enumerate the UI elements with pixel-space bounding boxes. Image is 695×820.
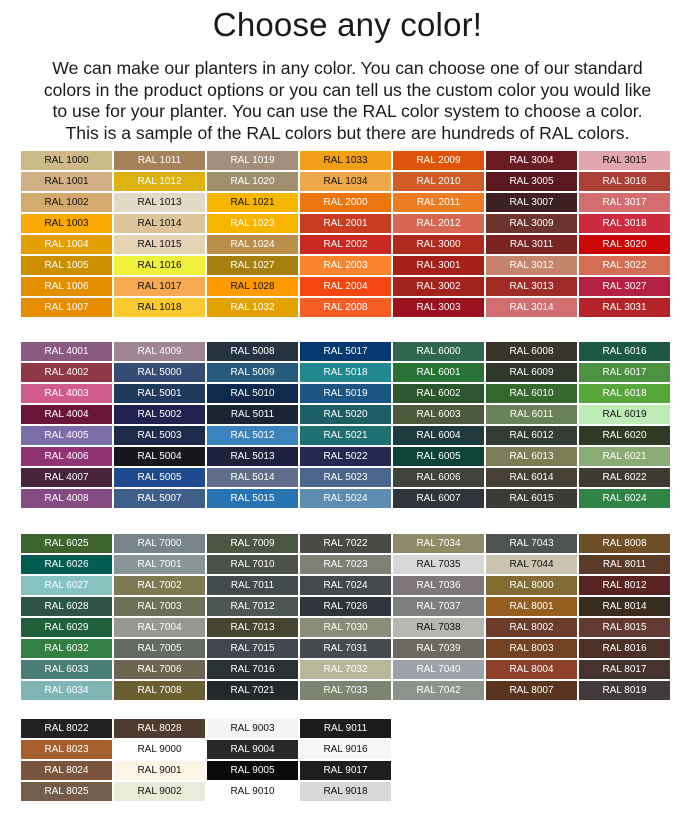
color-swatch: RAL 8028	[114, 719, 205, 738]
color-row	[21, 405, 670, 426]
color-swatch: RAL 5019	[300, 384, 391, 403]
color-swatch: RAL 6013	[486, 447, 577, 466]
color-swatch: RAL 6021	[579, 447, 670, 466]
color-swatch: RAL 1001	[21, 172, 112, 191]
color-swatch: RAL 7000	[114, 534, 205, 553]
color-group	[21, 151, 670, 319]
intro-line: colors in the product options or you can tell us the custom color you would like	[43, 79, 652, 100]
color-swatch: RAL 1013	[114, 193, 205, 212]
color-swatch: RAL 1028	[207, 277, 298, 296]
color-swatch: RAL 7008	[114, 681, 205, 700]
color-swatch: RAL 2004	[300, 277, 391, 296]
color-row	[21, 342, 670, 363]
color-swatch: RAL 7003	[114, 597, 205, 616]
color-swatch: RAL 5024	[300, 489, 391, 508]
color-swatch: RAL 3013	[486, 277, 577, 296]
color-swatch: RAL 4004	[21, 405, 112, 424]
color-swatch: RAL 7035	[393, 555, 484, 574]
color-swatch: RAL 6014	[486, 468, 577, 487]
color-swatch: RAL 3002	[393, 277, 484, 296]
color-swatch: RAL 7044	[486, 555, 577, 574]
color-swatch: RAL 8000	[486, 576, 577, 595]
color-swatch: RAL 6027	[21, 576, 112, 595]
color-row	[21, 235, 670, 256]
color-swatch: RAL 4003	[21, 384, 112, 403]
color-swatch: RAL 7037	[393, 597, 484, 616]
color-swatch: RAL 3020	[579, 235, 670, 254]
color-swatch: RAL 7042	[393, 681, 484, 700]
color-swatch: RAL 6024	[579, 489, 670, 508]
color-swatch: RAL 6015	[486, 489, 577, 508]
color-row	[21, 618, 670, 639]
color-swatch: RAL 7011	[207, 576, 298, 595]
color-swatch: RAL 9016	[300, 740, 391, 759]
color-swatch: RAL 3012	[486, 256, 577, 275]
color-swatch: RAL 1024	[207, 235, 298, 254]
color-swatch: RAL 6009	[486, 363, 577, 382]
color-swatch: RAL 8016	[579, 639, 670, 658]
color-swatch: RAL 8012	[579, 576, 670, 595]
color-swatch: RAL 3001	[393, 256, 484, 275]
color-swatch: RAL 6002	[393, 384, 484, 403]
color-row	[21, 681, 670, 702]
color-swatch: RAL 6012	[486, 426, 577, 445]
color-swatch: RAL 3000	[393, 235, 484, 254]
color-swatch: RAL 6025	[21, 534, 112, 553]
color-swatch: RAL 1034	[300, 172, 391, 191]
color-swatch: RAL 2011	[393, 193, 484, 212]
color-swatch: RAL 5014	[207, 468, 298, 487]
color-swatch: RAL 1033	[300, 151, 391, 170]
color-swatch: RAL 6007	[393, 489, 484, 508]
color-swatch: RAL 2010	[393, 172, 484, 191]
color-swatch: RAL 7013	[207, 618, 298, 637]
color-swatch: RAL 5008	[207, 342, 298, 361]
color-swatch: RAL 1011	[114, 151, 205, 170]
color-swatch: RAL 6032	[21, 639, 112, 658]
color-swatch: RAL 8023	[21, 740, 112, 759]
color-swatch: RAL 6020	[579, 426, 670, 445]
color-swatch: RAL 6011	[486, 405, 577, 424]
color-swatch: RAL 7023	[300, 555, 391, 574]
color-swatch: RAL 7030	[300, 618, 391, 637]
color-swatch: RAL 8007	[486, 681, 577, 700]
intro-line: We can make our planters in any color. You can choose one of our standard	[52, 58, 643, 78]
color-swatch: RAL 6022	[579, 468, 670, 487]
color-swatch: RAL 2001	[300, 214, 391, 233]
color-swatch: RAL 1014	[114, 214, 205, 233]
color-swatch: RAL 1000	[21, 151, 112, 170]
color-swatch: RAL 1003	[21, 214, 112, 233]
color-swatch: RAL 7016	[207, 660, 298, 679]
color-swatch: RAL 9018	[300, 782, 391, 801]
color-row	[21, 384, 670, 405]
color-swatch: RAL 1002	[21, 193, 112, 212]
color-swatch: RAL 3014	[486, 298, 577, 317]
color-swatch: RAL 4009	[114, 342, 205, 361]
color-swatch: RAL 3031	[579, 298, 670, 317]
color-swatch: RAL 3007	[486, 193, 577, 212]
color-swatch: RAL 1017	[114, 277, 205, 296]
color-row	[21, 761, 391, 782]
color-swatch: RAL 1018	[114, 298, 205, 317]
color-swatch: RAL 2008	[300, 298, 391, 317]
color-swatch: RAL 1016	[114, 256, 205, 275]
color-swatch: RAL 8004	[486, 660, 577, 679]
color-swatch: RAL 1021	[207, 193, 298, 212]
color-swatch: RAL 3004	[486, 151, 577, 170]
color-swatch: RAL 5010	[207, 384, 298, 403]
color-swatch: RAL 5021	[300, 426, 391, 445]
color-swatch: RAL 7022	[300, 534, 391, 553]
color-swatch: RAL 7002	[114, 576, 205, 595]
color-swatch: RAL 7004	[114, 618, 205, 637]
color-swatch: RAL 7034	[393, 534, 484, 553]
color-swatch: RAL 7043	[486, 534, 577, 553]
color-swatch: RAL 3003	[393, 298, 484, 317]
color-swatch: RAL 3027	[579, 277, 670, 296]
color-swatch: RAL 5004	[114, 447, 205, 466]
color-swatch: RAL 4008	[21, 489, 112, 508]
color-row	[21, 256, 670, 277]
color-row	[21, 489, 670, 510]
color-swatch: RAL 7024	[300, 576, 391, 595]
color-swatch: RAL 5003	[114, 426, 205, 445]
color-swatch: RAL 8008	[579, 534, 670, 553]
color-swatch: RAL 8014	[579, 597, 670, 616]
color-swatch: RAL 5000	[114, 363, 205, 382]
color-swatch: RAL 7012	[207, 597, 298, 616]
color-swatch: RAL 7015	[207, 639, 298, 658]
color-swatch: RAL 1019	[207, 151, 298, 170]
color-swatch: RAL 2012	[393, 214, 484, 233]
color-swatch: RAL 5009	[207, 363, 298, 382]
color-row	[21, 639, 670, 660]
color-swatch: RAL 2003	[300, 256, 391, 275]
color-swatch: RAL 5007	[114, 489, 205, 508]
color-swatch: RAL 5022	[300, 447, 391, 466]
color-row	[21, 363, 670, 384]
color-row	[21, 719, 391, 740]
color-swatch: RAL 4001	[21, 342, 112, 361]
color-swatch: RAL 6016	[579, 342, 670, 361]
intro-line: to use for your planter. You can use the RAL color system to choose a color.	[52, 101, 643, 121]
color-row	[21, 555, 670, 576]
color-swatch: RAL 7036	[393, 576, 484, 595]
color-swatch: RAL 5012	[207, 426, 298, 445]
color-swatch: RAL 3017	[579, 193, 670, 212]
color-row	[21, 782, 391, 803]
color-swatch: RAL 9000	[114, 740, 205, 759]
color-swatch: RAL 5002	[114, 405, 205, 424]
color-swatch: RAL 5013	[207, 447, 298, 466]
color-swatch: RAL 3015	[579, 151, 670, 170]
color-swatch: RAL 5017	[300, 342, 391, 361]
color-swatch: RAL 6005	[393, 447, 484, 466]
color-row	[21, 193, 670, 214]
color-swatch: RAL 6000	[393, 342, 484, 361]
color-swatch: RAL 4005	[21, 426, 112, 445]
color-row	[21, 151, 670, 172]
color-swatch: RAL 8011	[579, 555, 670, 574]
color-swatch: RAL 9005	[207, 761, 298, 780]
color-swatch: RAL 9003	[207, 719, 298, 738]
color-swatch: RAL 7001	[114, 555, 205, 574]
color-swatch: RAL 8025	[21, 782, 112, 801]
color-row	[21, 447, 670, 468]
color-swatch: RAL 7026	[300, 597, 391, 616]
color-swatch: RAL 6003	[393, 405, 484, 424]
color-row	[21, 660, 670, 681]
color-swatch: RAL 3022	[579, 256, 670, 275]
color-swatch: RAL 5005	[114, 468, 205, 487]
color-swatch: RAL 6008	[486, 342, 577, 361]
color-swatch: RAL 1007	[21, 298, 112, 317]
color-swatch: RAL 1023	[207, 214, 298, 233]
color-swatch: RAL 8017	[579, 660, 670, 679]
color-swatch: RAL 7009	[207, 534, 298, 553]
color-swatch: RAL 7038	[393, 618, 484, 637]
color-swatch: RAL 7005	[114, 639, 205, 658]
color-swatch: RAL 3009	[486, 214, 577, 233]
color-swatch: RAL 9010	[207, 782, 298, 801]
color-row	[21, 468, 670, 489]
page-title: Choose any color!	[212, 6, 483, 43]
intro-text	[0, 58, 695, 144]
color-swatch: RAL 8001	[486, 597, 577, 616]
color-swatch: RAL 6004	[393, 426, 484, 445]
color-swatch: RAL 7033	[300, 681, 391, 700]
color-swatch: RAL 7040	[393, 660, 484, 679]
color-swatch: RAL 3011	[486, 235, 577, 254]
color-swatch: RAL 6006	[393, 468, 484, 487]
color-swatch: RAL 8015	[579, 618, 670, 637]
color-swatch: RAL 8019	[579, 681, 670, 700]
color-row	[21, 597, 670, 618]
color-row	[21, 576, 670, 597]
color-swatch: RAL 8024	[21, 761, 112, 780]
color-swatch: RAL 7021	[207, 681, 298, 700]
color-swatch: RAL 8003	[486, 639, 577, 658]
color-swatch: RAL 8002	[486, 618, 577, 637]
color-swatch: RAL 3005	[486, 172, 577, 191]
color-swatch: RAL 5023	[300, 468, 391, 487]
color-swatch: RAL 6018	[579, 384, 670, 403]
color-swatch: RAL 5018	[300, 363, 391, 382]
color-swatch: RAL 1006	[21, 277, 112, 296]
color-swatch: RAL 1015	[114, 235, 205, 254]
color-row	[21, 740, 391, 761]
color-row	[21, 214, 670, 235]
color-swatch: RAL 9011	[300, 719, 391, 738]
color-row	[21, 298, 670, 319]
color-swatch: RAL 1020	[207, 172, 298, 191]
color-swatch: RAL 4007	[21, 468, 112, 487]
color-row	[21, 172, 670, 193]
color-group	[21, 342, 670, 510]
color-swatch: RAL 5020	[300, 405, 391, 424]
color-row	[21, 534, 670, 555]
color-swatch: RAL 2000	[300, 193, 391, 212]
color-group	[21, 719, 391, 803]
color-swatch: RAL 6028	[21, 597, 112, 616]
color-swatch: RAL 6034	[21, 681, 112, 700]
color-swatch: RAL 1032	[207, 298, 298, 317]
color-swatch: RAL 7031	[300, 639, 391, 658]
color-row	[21, 277, 670, 298]
color-swatch: RAL 5001	[114, 384, 205, 403]
color-swatch: RAL 7032	[300, 660, 391, 679]
color-swatch: RAL 7010	[207, 555, 298, 574]
color-group	[21, 534, 670, 702]
color-swatch: RAL 1012	[114, 172, 205, 191]
color-swatch: RAL 8022	[21, 719, 112, 738]
color-swatch: RAL 6019	[579, 405, 670, 424]
color-swatch: RAL 9002	[114, 782, 205, 801]
color-swatch: RAL 6033	[21, 660, 112, 679]
color-swatch: RAL 9001	[114, 761, 205, 780]
color-swatch: RAL 1027	[207, 256, 298, 275]
color-swatch: RAL 9004	[207, 740, 298, 759]
color-swatch: RAL 7039	[393, 639, 484, 658]
color-swatch: RAL 9017	[300, 761, 391, 780]
color-swatch: RAL 6029	[21, 618, 112, 637]
color-swatch: RAL 5015	[207, 489, 298, 508]
intro-line: This is a sample of the RAL colors but there are hundreds of RAL colors.	[65, 122, 630, 143]
color-swatch: RAL 6026	[21, 555, 112, 574]
color-row	[21, 426, 670, 447]
color-swatch: RAL 6001	[393, 363, 484, 382]
color-swatch: RAL 4006	[21, 447, 112, 466]
color-swatch: RAL 3016	[579, 172, 670, 191]
color-swatch: RAL 2009	[393, 151, 484, 170]
color-swatch: RAL 5011	[207, 405, 298, 424]
color-swatch: RAL 4002	[21, 363, 112, 382]
color-swatch: RAL 2002	[300, 235, 391, 254]
color-swatch: RAL 1004	[21, 235, 112, 254]
color-swatch: RAL 7006	[114, 660, 205, 679]
color-swatch: RAL 1005	[21, 256, 112, 275]
color-swatch: RAL 3018	[579, 214, 670, 233]
color-swatch: RAL 6010	[486, 384, 577, 403]
color-swatch: RAL 6017	[579, 363, 670, 382]
